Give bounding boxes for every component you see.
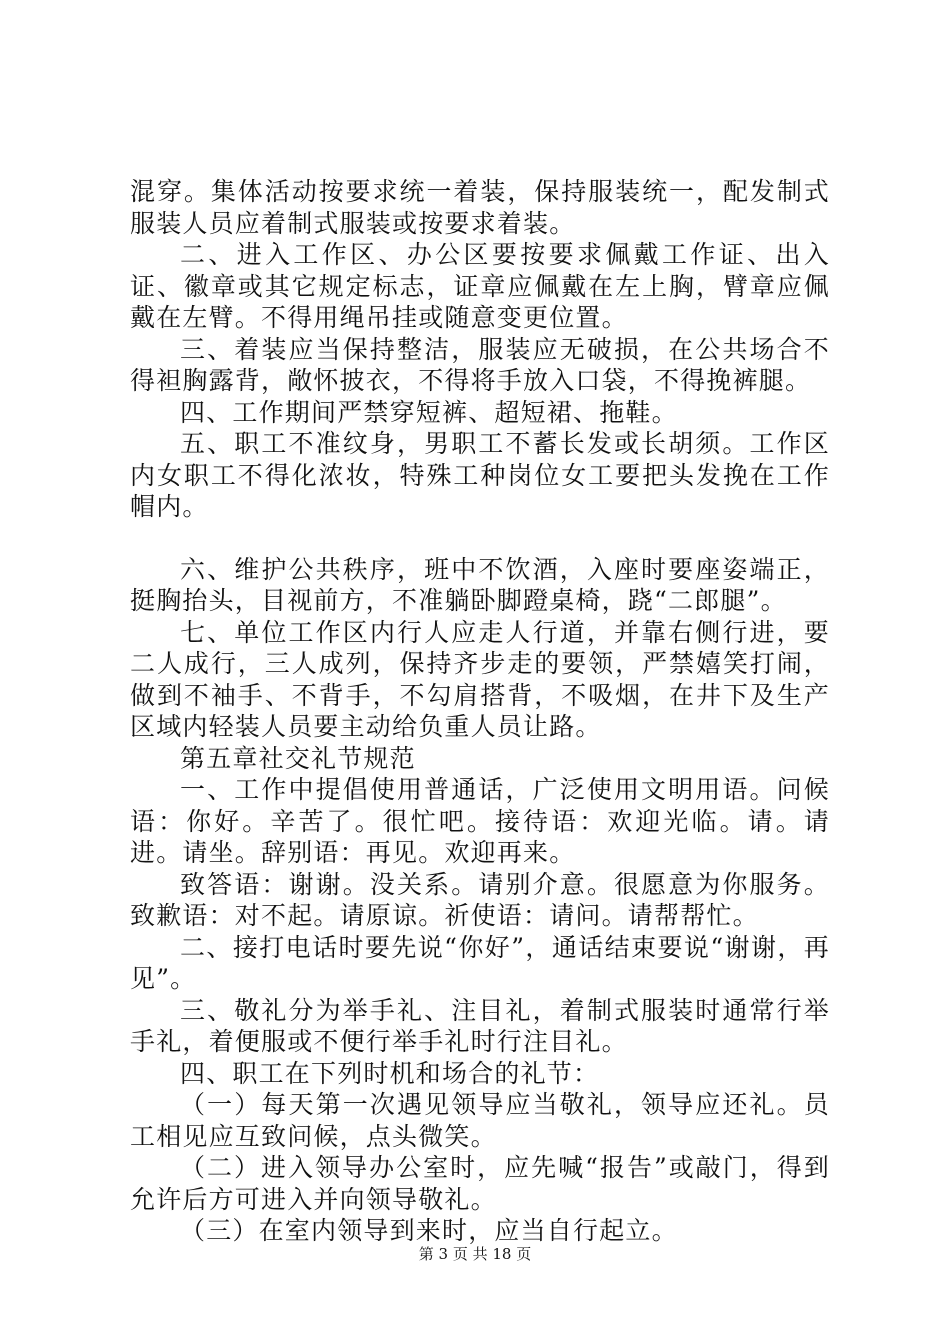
- paragraph-4: 四、工作期间严禁穿短裤、超短裙、拖鞋。: [180, 397, 678, 427]
- paragraph-7: 七、单位工作区内行人应走人行道，并靠右侧行进，要二人成行，三人成列，保持齐步走的要领，严禁嬉笑打闹，做到不袖手、不背手，不勾肩搭背，不吸烟，在井下及生产区域内轻装人员要主动给负重人员让路。: [130, 617, 830, 741]
- paragraph-2: 二、进入工作区、办公区要按要求佩戴工作证、出入证、徽章或其它规定标志，证章应佩戴在左上胸，臂章应佩戴在左臂。不得用绳吊挂或随意变更位置。: [130, 240, 830, 332]
- paragraph-3: 三、着装应当保持整洁，服装应无破损，在公共场合不得袒胸露背，敞怀披衣，不得将手放入口袋，不得挽裤腿。: [130, 334, 830, 395]
- paragraph-1: 混穿。集体活动按要求统一着装，保持服装统一，配发制式服装人员应着制式服装或按要求着装。: [130, 177, 830, 238]
- paragraph-13: （一）每天第一次遇见领导应当敬礼，领导应还礼。员工相见应互致问候，点头微笑。: [130, 1090, 830, 1151]
- paragraph-6: 六、维护公共秩序，班中不饮酒，入座时要座姿端正，挺胸抬头，目视前方，不准躺卧脚蹬桌椅，跷“二郎腿”。: [130, 554, 830, 615]
- chapter-heading: 第五章社交礼节规范: [180, 743, 416, 773]
- paragraph-11: 三、敬礼分为举手礼、注目礼，着制式服装时通常行举手礼，着便服或不便行举手礼时行注目礼。: [130, 995, 830, 1056]
- paragraph-8: 一、工作中提倡使用普通话，广泛使用文明用语。问候语：你好。辛苦了。很忙吧。接待语：欢迎光临。请。请进。请坐。辞别语：再见。欢迎再来。: [130, 775, 830, 867]
- paragraph-14: （二）进入领导办公室时，应先喊“报告”或敲门，得到允许后方可进入并向领导敬礼。: [130, 1153, 830, 1214]
- paragraph-5: 五、职工不准纹身，男职工不蓄长发或长胡须。工作区内女职工不得化浓妆，特殊工种岗位女工要把头发挽在工作帽内。: [130, 429, 830, 521]
- paragraph-9: 致答语：谢谢。没关系。请别介意。很愿意为你服务。致歉语：对不起。请原谅。祈使语：请问。请帮帮忙。: [130, 869, 830, 930]
- document-body: [130, 176, 830, 1247]
- paragraph-12: 四、职工在下列时机和场合的礼节：: [180, 1058, 600, 1088]
- page-footer: 第 3 页 共 18 页: [418, 1245, 532, 1263]
- paragraph-10: 二、接打电话时要先说“你好”，通话结束要说“谢谢，再见”。: [130, 932, 830, 993]
- paragraph-15: （三）在室内领导到来时，应当自行起立。: [180, 1216, 678, 1245]
